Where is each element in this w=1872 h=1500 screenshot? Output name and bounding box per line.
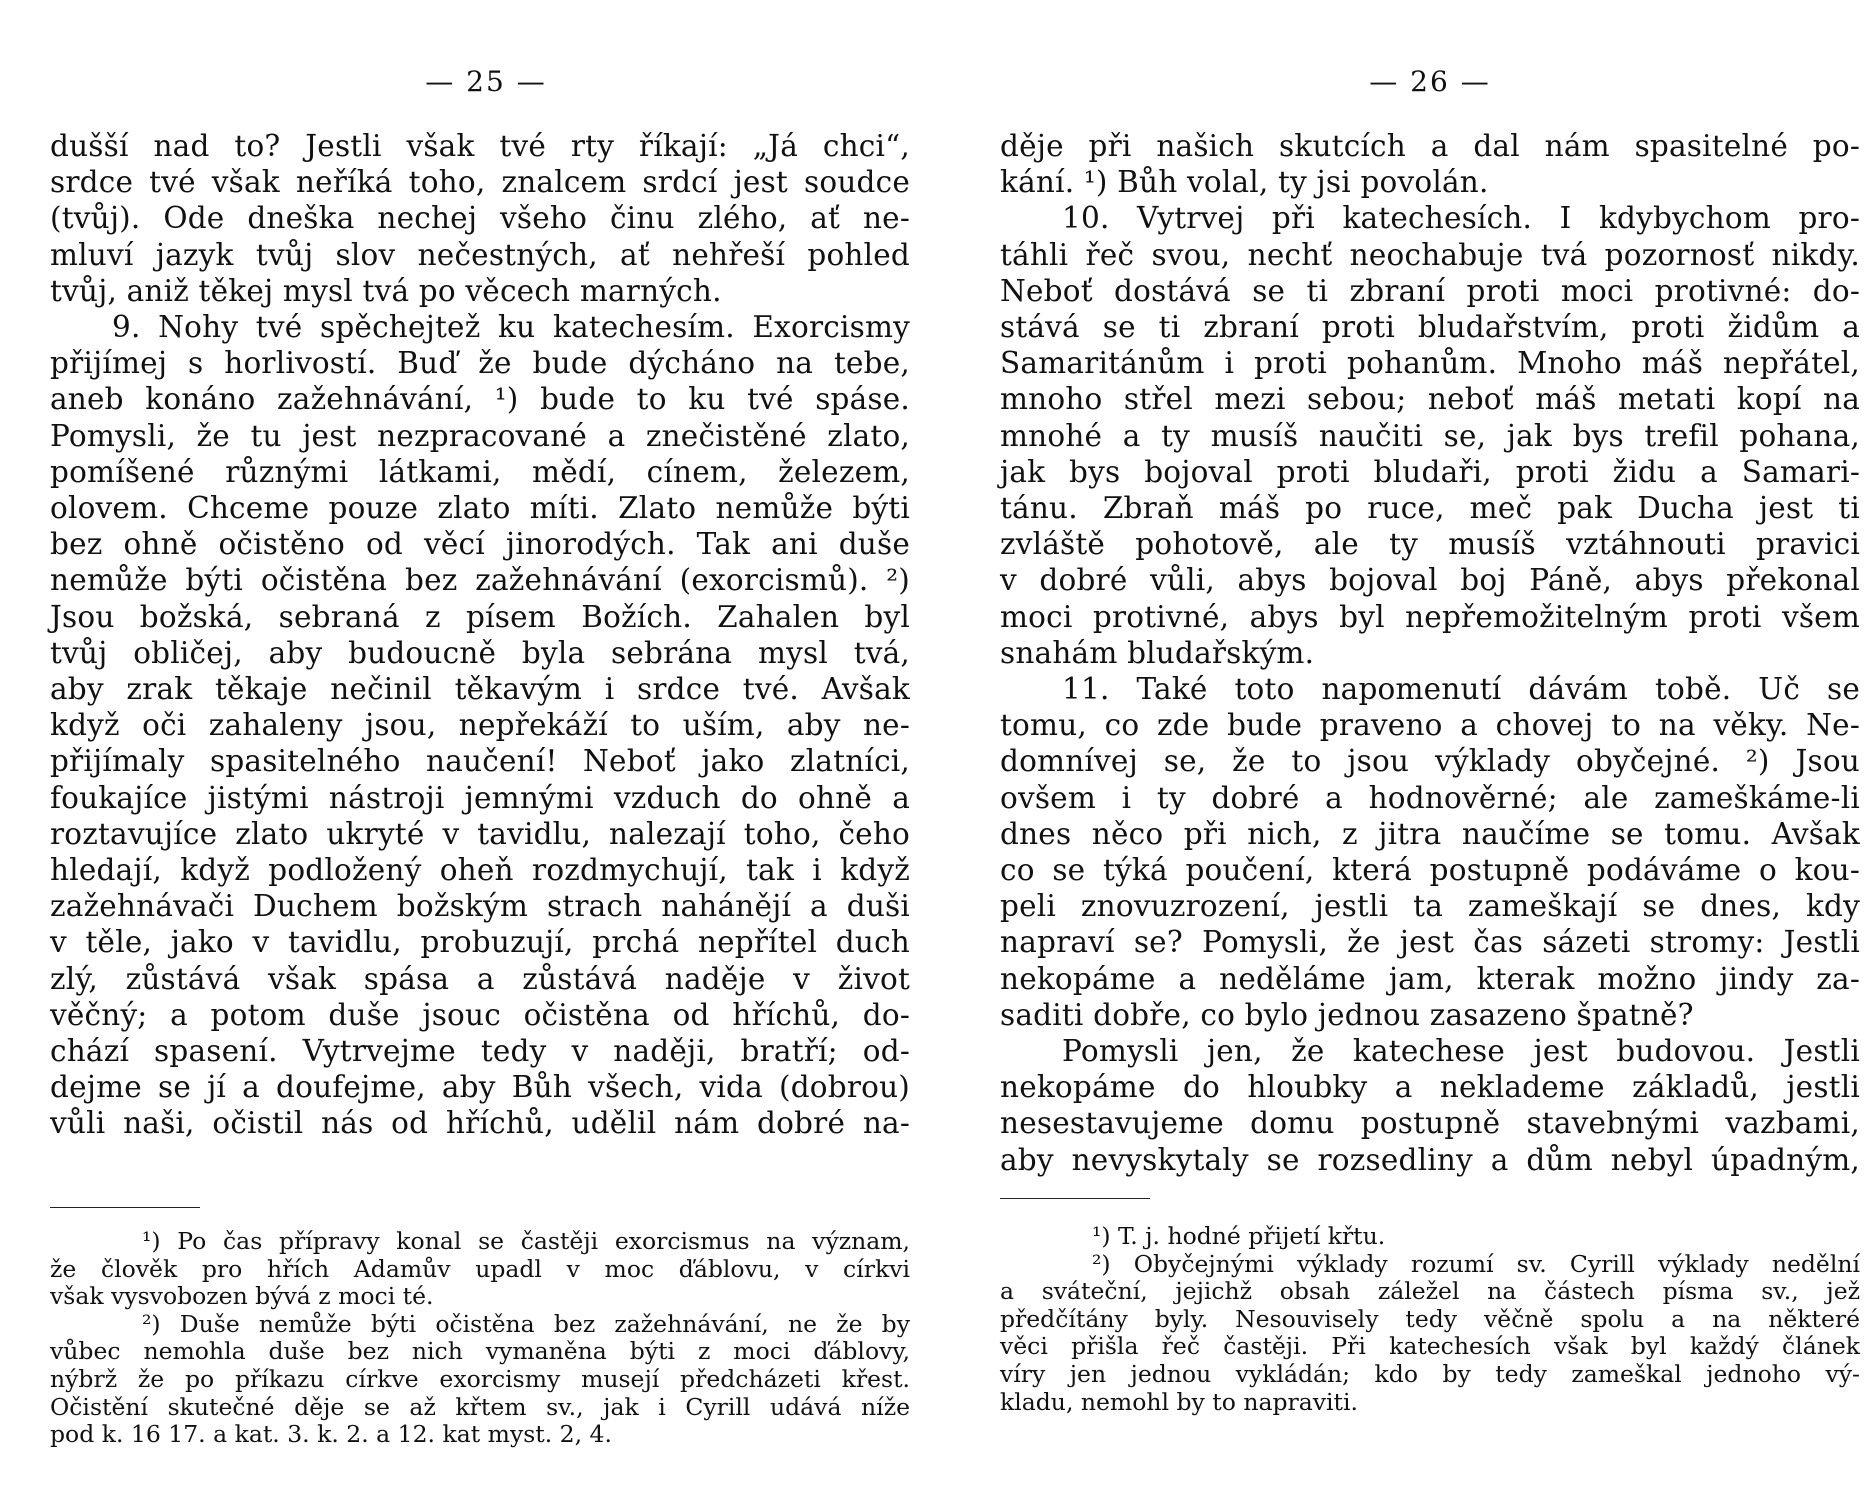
footnote-line: věci přišla řeč častěji. Při katechesı́ch však byl každý článek	[1000, 1332, 1860, 1361]
text-line: ovšem i ty dobré a hodnověrné; ale zameškáme-li	[1000, 780, 1860, 815]
footnote-line: však vysvobozen bývá z moci té.	[50, 1282, 434, 1311]
text-line: duššı́ nad to? Jestli však tvé rty řı́kajı́: „Já chci“,	[50, 129, 910, 163]
footnotes	[50, 1228, 910, 1449]
text-line: olovem. Chceme pouze zlato mı́ti. Zlato nemůže býti	[50, 491, 910, 526]
text-line: Jsou božská, sebraná z pı́sem Božı́ch. Zahalen byl	[50, 599, 910, 634]
text-line: táhli řeč svou, nechť neochabuje tvá pozornosť nikdy.	[1000, 237, 1860, 272]
text-line: mnohé a ty musı́š naučiti se, jak bys trefil pohana,	[1000, 418, 1860, 453]
footnote-line: pod k. 16 17. a kat. 3. k. 2. a 12. kat myst. 2, 4.	[50, 1420, 612, 1449]
text-line: kánı́. ¹) Bůh volal, ty jsi povolán.	[1000, 165, 1489, 200]
text-line: saditi dobře, co bylo jednou zasazeno špatně?	[1000, 997, 1694, 1032]
left-page	[50, 0, 910, 1500]
footnote-line: a svátečnı́, jejichž obsah záležel na částech pı́sma sv., jež	[1000, 1277, 1860, 1306]
footnote-line: vı́ry jen jednou vykládán; kdo by tedy zameškal jednoho vý-	[1000, 1359, 1860, 1388]
footnote-divider	[50, 1207, 200, 1208]
text-line: moci protivné, abys byl nepřemožitelným proti všem	[1000, 599, 1860, 634]
right-page	[1000, 0, 1860, 1500]
text-line: zažehnávači Duchem božským strach nahánějı́ a duši	[50, 889, 910, 924]
text-line: aby nevyskytaly se rozsedliny a dům nebyl úpadným,	[1000, 1142, 1860, 1177]
text-line: děje při našich skutcı́ch a dal nám spasitelné po-	[1000, 129, 1860, 163]
text-line: napravı́ se? Pomysli, že jest čas sázeti stromy: Jestli	[1000, 925, 1860, 960]
text-line: mluvı́ jazyk tvůj slov nečestných, ať nehřešı́ pohled	[50, 237, 910, 272]
text-line: srdce tvé však neřı́ká toho, znalcem srdcı́ jest soudce	[50, 165, 910, 200]
text-line: 11. Také toto napomenutı́ dávám tobě. Uč se	[1062, 672, 1860, 707]
text-line: pomı́šené různými látkami, mědı́, cı́nem, železem,	[50, 454, 910, 489]
text-line: Pomysli jen, že katechese jest budovou. Jestli	[1062, 1034, 1860, 1069]
text-line: přijı́maly spasitelného naučenı́! Neboť jako zlatnı́ci,	[50, 744, 910, 779]
text-line: věčný; a potom duše jsouc očistěna od hřı́chů, do-	[50, 997, 910, 1032]
text-line: tánu. Zbraň máš po ruce, meč pak Ducha jest ti	[1000, 491, 1860, 526]
text-line: co se týká poučenı́, která postupně podáváme o kou-	[1000, 853, 1860, 888]
text-line: mnoho střel mezi sebou; neboť máš metati kopı́ na	[1000, 382, 1860, 417]
text-line: aby zrak těkaje nečinil těkavým i srdce tvé. Avšak	[50, 672, 910, 707]
footnotes	[1000, 1223, 1860, 1416]
page-number: — 26 —	[1369, 65, 1491, 98]
text-line: peli znovuzrozenı́, jestli ta zameškajı́ se dnes, kdy	[1000, 889, 1860, 924]
text-line: Samaritánům i proti pohanům. Mnoho máš nepřátel,	[1000, 346, 1860, 381]
text-line: nesestavujeme domu postupně stavebnými vazbami,	[1000, 1106, 1860, 1141]
text-line: tvůj obličej, aby budoucně byla sebrána mysl tvá,	[50, 635, 910, 670]
text-line: přijı́mej s horlivostı́. Buď že bude dýcháno na tebe,	[50, 346, 910, 381]
text-line: foukajı́ce jistými nástroji jemnými vzduch do ohně a	[50, 780, 910, 815]
footnote-line: nýbrž že po přı́kazu cı́rkve exorcismy musejı́ předcházeti křest.	[50, 1364, 910, 1393]
text-line: vůli naši, očistil nás od hřı́chů, udělil nám dobré na-	[50, 1106, 910, 1141]
footnote-line: ¹) T. j. hodné přijetı́ křtu.	[1092, 1222, 1386, 1250]
footnote-line: vůbec nemohla duše bez nich vymaněna býti z moci ďáblovy,	[50, 1337, 910, 1366]
text-line: roztavujı́ce zlato ukryté v tavidlu, nalezajı́ toho, čeho	[50, 816, 910, 851]
text-line: stává se ti zbranı́ proti bludařstvı́m, proti židům a	[1000, 310, 1860, 345]
footnote-line: předčı́tány byly. Nesouvisely tedy věčně spolu a na některé	[1000, 1304, 1860, 1333]
footnote-line: ¹) Po čas přı́pravy konal se častěji exorcismus na význam,	[142, 1227, 910, 1255]
text-line: tvůj, aniž těkej mysl tvá po věcech marných.	[50, 273, 722, 308]
footnote-divider	[1000, 1198, 1150, 1199]
text-line: 10. Vytrvej při katechesı́ch. I kdybychom pro-	[1062, 201, 1860, 236]
text-line: nekopáme a neděláme jam, kterak možno jindy za-	[1000, 961, 1860, 996]
text-line: dnes něco při nich, z jitra naučı́me se tomu. Avšak	[1000, 816, 1860, 851]
footnote-line: kladu, nemohl by to napraviti.	[1000, 1387, 1358, 1416]
text-line: jak bys bojoval proti bludaři, proti židu a Samari-	[1000, 454, 1860, 489]
text-line: nekopáme do hloubky a neklademe základů, jestli	[1000, 1070, 1860, 1105]
text-line: hledajı́, když podložený oheň rozdmychujı́, tak i když	[50, 853, 910, 888]
text-line: 9. Nohy tvé spěchejtež ku katechesı́m. Exorcismy	[112, 310, 910, 345]
text-line: dejme se jı́ a doufejme, aby Bůh všech, vida (dobrou)	[50, 1070, 910, 1105]
page-number: — 25 —	[425, 65, 547, 98]
body-text	[1000, 128, 1860, 1178]
text-line: domnı́vej se, že to jsou výklady obyčejné. ²) Jsou	[1000, 744, 1860, 779]
text-line: nemůže býti očistěna bez zažehnávánı́ (exorcismů). ²)	[50, 563, 910, 598]
text-line: (tvůj). Ode dneška nechej všeho činu zlého, ať ne-	[50, 201, 910, 236]
text-line: zlý, zůstává však spása a zůstává naděje v život	[50, 961, 910, 996]
text-line: tomu, co zde bude praveno a chovej to na věky. Ne-	[1000, 708, 1860, 743]
text-line: cházı́ spasenı́. Vytrvejme tedy v naději, bratřı́; od-	[50, 1034, 910, 1069]
text-line: zvláště pohotově, ale ty musı́š vztáhnouti pravici	[1000, 527, 1860, 562]
footnote-line: Očistěnı́ skutečné děje se až křtem sv., jak i Cyrill udává nı́že	[50, 1392, 910, 1421]
body-text	[50, 128, 910, 1142]
text-line: Pomysli, že tu jest nezpracované a znečistěné zlato,	[50, 418, 910, 453]
text-line: bez ohně očistěno od věcı́ jinorodých. Tak ani duše	[50, 527, 910, 562]
footnote-line: ²) Duše nemůže býti očistěna bez zažehnávánı́, ne že by	[142, 1309, 910, 1338]
footnote-line: ²) Obyčejnými výklady rozumı́ sv. Cyrill výklady nedělnı́	[1092, 1249, 1860, 1278]
footnote-line: že člověk pro hřı́ch Adamův upadl v moc ďáblovu, v cı́rkvi	[50, 1254, 910, 1283]
text-line: když oči zahaleny jsou, nepřekážı́ to ušı́m, aby ne-	[50, 708, 910, 743]
text-line: aneb konáno zažehnávánı́, ¹) bude to ku tvé spáse.	[50, 382, 910, 417]
text-line: v dobré vůli, abys bojoval boj Páně, abys překonal	[1000, 563, 1860, 598]
text-line: v těle, jako v tavidlu, probuzujı́, prchá nepřı́tel duch	[50, 925, 910, 960]
text-line: snahám bludařským.	[1000, 635, 1315, 670]
text-line: Neboť dostává se ti zbranı́ proti moci protivné: do-	[1000, 273, 1860, 308]
